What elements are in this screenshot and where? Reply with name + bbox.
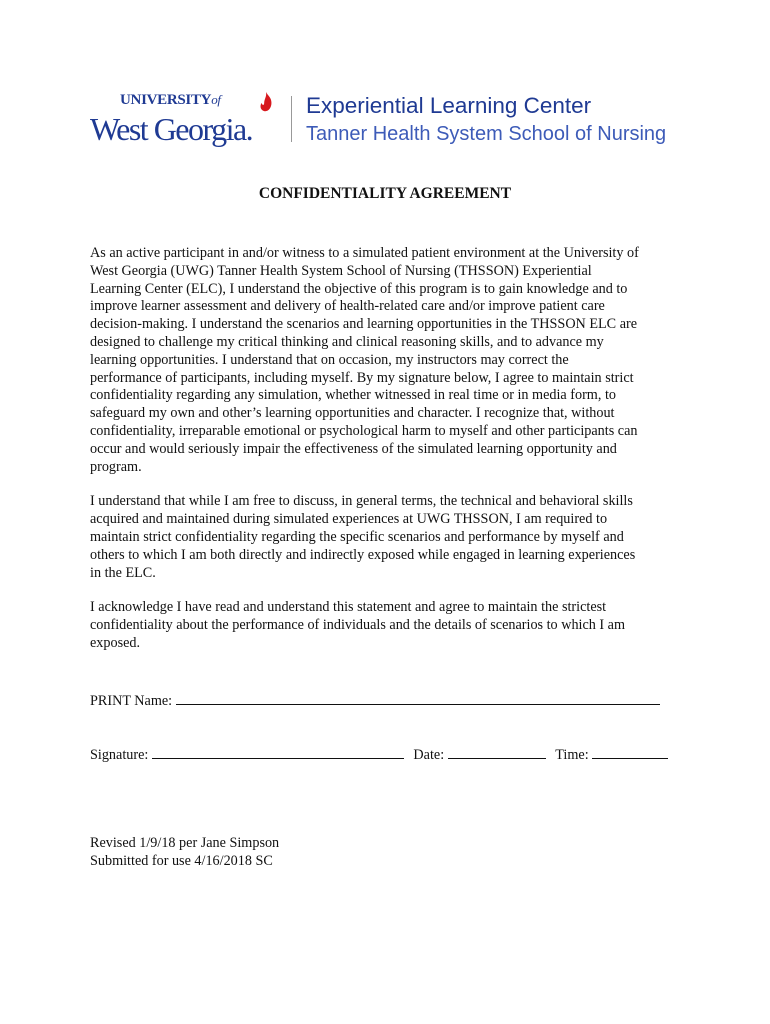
paragraph-line: exposed. [90, 634, 141, 651]
paragraph-line: improve learner assessment and delivery of health-related care and/or improve patient care [90, 298, 605, 315]
paragraph [90, 493, 690, 582]
signature-line[interactable] [152, 746, 404, 759]
date-line[interactable] [448, 746, 546, 759]
revision-footer [90, 834, 279, 870]
paragraph-line: As an active participant in and/or witness to a simulated patient environment at the University of [90, 245, 639, 261]
print-name-label: PRINT Name: [90, 693, 173, 709]
logo-west-georgia: West Georgia. [90, 111, 253, 147]
paragraph-line: acquired and maintained during simulated experiences at UWG THSSON, I am required to [90, 511, 608, 528]
logo [90, 92, 690, 152]
paragraph-line: West Georgia (UWG) Tanner Health System School of Nursing (THSSON) Experiential [90, 262, 592, 279]
agreement-body [90, 245, 690, 670]
paragraph-line: performance of participants, including myself. By my signature below, I agree to maintain strict [90, 369, 634, 386]
submitted-note: Submitted for use 4/16/2018 SC [90, 853, 273, 869]
paragraph-line: others to which I am both directly and indirectly exposed while engaged in learning experiences [90, 546, 636, 563]
date-label: Date: [413, 747, 445, 763]
paragraph [90, 245, 690, 476]
logo-center-name: Experiential Learning Center [306, 93, 592, 118]
paragraph-line: maintain strict confidentiality regarding the specific scenarios and performance by myself and [90, 528, 624, 545]
paragraph-line: Learning Center (ELC), I understand the objective of this program is to gain knowledge and to [90, 280, 628, 297]
paragraph-line: confidentiality regarding any simulation, whether witnessed in real time or in media form, to [90, 387, 616, 404]
revised-note: Revised 1/9/18 per Jane Simpson [90, 835, 280, 851]
paragraph-line: I acknowledge I have read and understand this statement and agree to maintain the strictest [90, 599, 607, 616]
flame-icon [258, 92, 274, 112]
paragraph-line: safeguard my own and other’s learning opportunities and character. I recognize that, without [90, 405, 615, 422]
paragraph-line: I understand that while I am free to discuss, in general terms, the technical and behavioral skills [90, 493, 633, 510]
paragraph-line: decision-making. I understand the scenarios and learning opportunities in the THSSON ELC are [90, 316, 638, 333]
paragraph [90, 599, 690, 652]
paragraph-line: program. [90, 458, 142, 475]
paragraph-line: learning opportunities. I understand that on occasion, my instructors may correct the [90, 351, 569, 368]
paragraph-line: occur and would seriously impair the effectiveness of the simulated learning opportunity and [90, 440, 617, 457]
document-title: CONFIDENTIALITY AGREEMENT [258, 185, 512, 202]
print-name-line[interactable] [176, 692, 660, 705]
paragraph-line: confidentiality, irreparable emotional or psychological harm to myself and other participants can [90, 422, 638, 439]
time-label: Time: [555, 747, 589, 763]
logo-school-name: Tanner Health System School of Nursing [306, 123, 667, 145]
paragraph-line: designed to challenge my critical thinking and clinical reasoning skills, and to advance my [90, 333, 604, 350]
logo-university: UNIVERSITYof [120, 92, 221, 108]
signature-label: Signature: [90, 747, 149, 763]
paragraph-line: in the ELC. [90, 564, 156, 581]
signature-row [90, 746, 668, 764]
time-line[interactable] [592, 746, 668, 759]
print-name-field[interactable] [90, 692, 660, 710]
paragraph-line: confidentiality about the performance of individuals and the details of scenarios to which I am [90, 617, 626, 634]
logo-divider [291, 96, 292, 142]
